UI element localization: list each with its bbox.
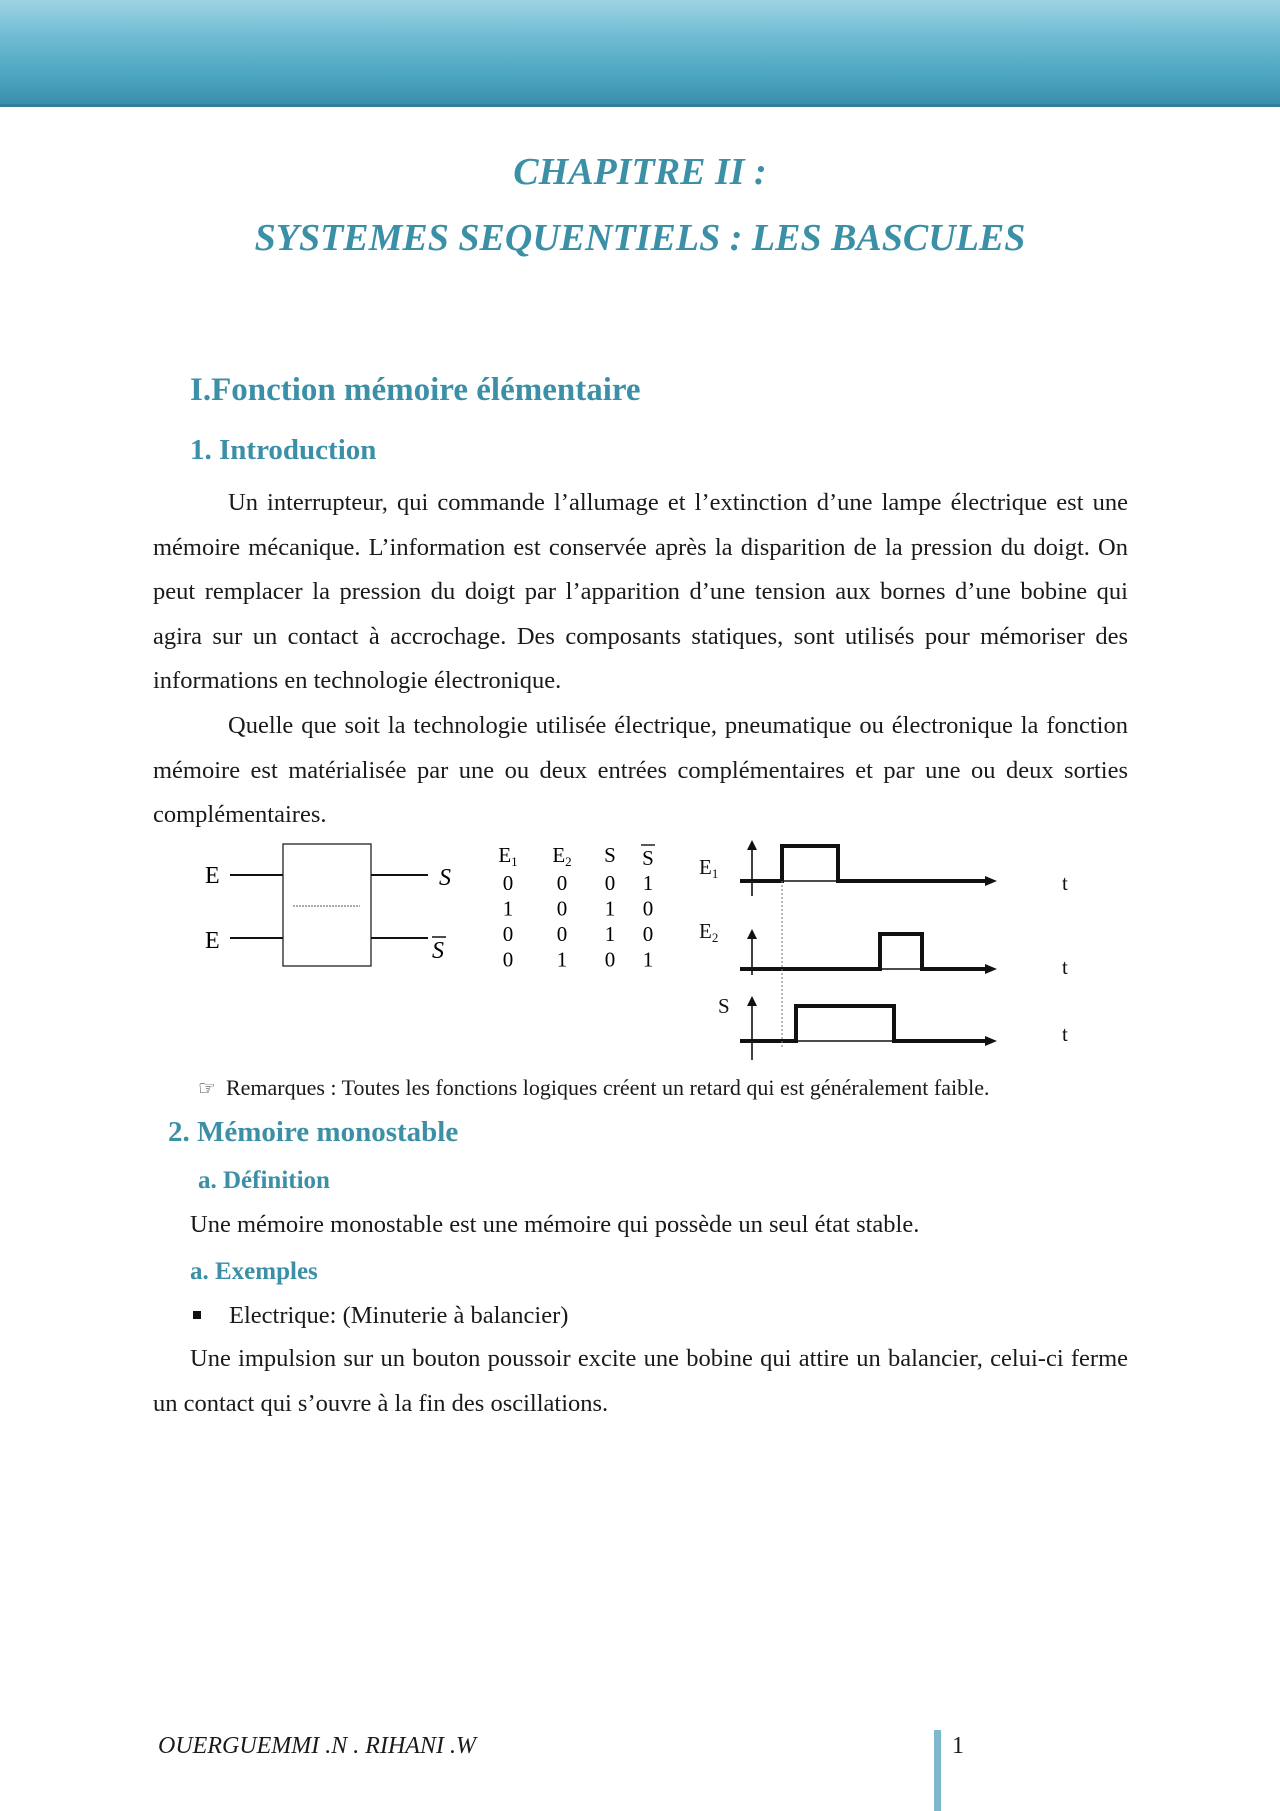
tt-header-s: S — [604, 843, 616, 867]
tt-cell: 0 — [642, 922, 654, 946]
tt-cell: 0 — [604, 871, 616, 895]
remark-text: Remarques : Toutes les fonctions logiques créent un retard qui est généralement faible. — [225, 1075, 990, 1100]
tt-cell: 1 — [604, 896, 616, 921]
tt-cell: 1 — [556, 947, 568, 972]
hand-pointer-icon: ☞ — [198, 1076, 216, 1100]
timing-label-e2: E2 — [699, 919, 719, 945]
chapter-subtitle: SYSTEMES SEQUENTIELS : LES BASCULES — [254, 217, 1026, 259]
header-band — [0, 0, 1280, 107]
tt-cell: 0 — [556, 871, 568, 895]
tt-cell: 0 — [642, 896, 654, 921]
footer-authors: OUERGUEMMI .N . RIHANI .W — [158, 1733, 476, 1759]
tt-header-e1: E1 — [498, 843, 518, 869]
page-number: 1 — [952, 1733, 964, 1759]
signal-s — [740, 1006, 987, 1041]
remark-line — [198, 1074, 989, 1102]
tt-cell: 0 — [502, 871, 514, 895]
block-input-bottom-label: E — [205, 928, 220, 954]
block-input-top-label: E — [205, 863, 220, 889]
footer-divider — [934, 1730, 941, 1811]
timing-axis-t-1: t — [1062, 871, 1068, 895]
intro-paragraph-1: Un interrupteur, qui commande l’allumage et l’extinction d’une lampe électrique est une mémoire mécanique. L’information est conservée après la disparition de la pression du doigt. On peut remplacer la pression du doigt par l’apparition d’une tension aux bornes d’une bobine qui agira sur un contact à accrochage. Des composants statiques, sont utilisés pour mémoriser des informations en technologie électronique. — [153, 489, 1128, 695]
tt-cell: 0 — [556, 896, 568, 921]
tt-cell: 0 — [556, 922, 568, 946]
tt-row — [503, 871, 654, 972]
bullet-item — [193, 1302, 568, 1330]
signal-e2 — [740, 934, 987, 969]
timing-diagram — [699, 840, 1068, 1060]
definition-heading: a. Définition — [198, 1167, 330, 1194]
example-paragraph: Une impulsion sur un bouton poussoir excite une bobine qui attire un balancier, celui-ci ferme un contact qui s’ouvre à la fin des oscillations. — [153, 1345, 1128, 1417]
tt-cell: 1 — [604, 922, 616, 946]
signal-e1 — [740, 846, 987, 881]
section-heading: I.Fonction mémoire élémentaire — [190, 372, 641, 408]
tt-cell: 0 — [604, 947, 616, 972]
tt-cell: 1 — [642, 947, 654, 972]
tt-cell: 0 — [502, 922, 514, 946]
timing-axis-t-2: t — [1062, 955, 1068, 979]
timing-axis-t-3: t — [1062, 1022, 1068, 1046]
definition-text: Une mémoire monostable est une mémoire qui possède un seul état stable. — [190, 1211, 920, 1238]
block-output-top-label: S — [439, 865, 451, 891]
memory-function-figure — [190, 838, 1090, 1063]
examples-heading: a. Exemples — [190, 1258, 318, 1285]
timing-label-e1: E1 — [699, 855, 719, 881]
logic-block-diagram — [205, 844, 451, 966]
tt-cell: 1 — [502, 896, 514, 921]
block-output-bottom-label: S — [432, 938, 444, 964]
tt-header-e2: E2 — [552, 843, 572, 869]
chapter-title: CHAPITRE II : — [513, 151, 767, 193]
square-bullet-icon — [193, 1311, 201, 1319]
tt-cell: 0 — [502, 947, 514, 972]
subsection-heading-introduction: 1. Introduction — [190, 434, 377, 466]
bullet-text: Electrique: (Minuterie à balancier) — [229, 1302, 569, 1329]
logic-block — [283, 844, 371, 966]
truth-table — [498, 843, 655, 972]
subsection-heading-monostable: 2. Mémoire monostable — [168, 1116, 459, 1148]
timing-label-s: S — [718, 994, 730, 1018]
tt-cell: 1 — [642, 871, 654, 895]
intro-paragraph-2: Quelle que soit la technologie utilisée électrique, pneumatique ou électronique la fonction mémoire est matérialisée par une ou deux entrées complémentaires et par une ou deux sorties complémentaires. — [153, 712, 1128, 829]
tt-header-sbar: S — [642, 846, 654, 870]
